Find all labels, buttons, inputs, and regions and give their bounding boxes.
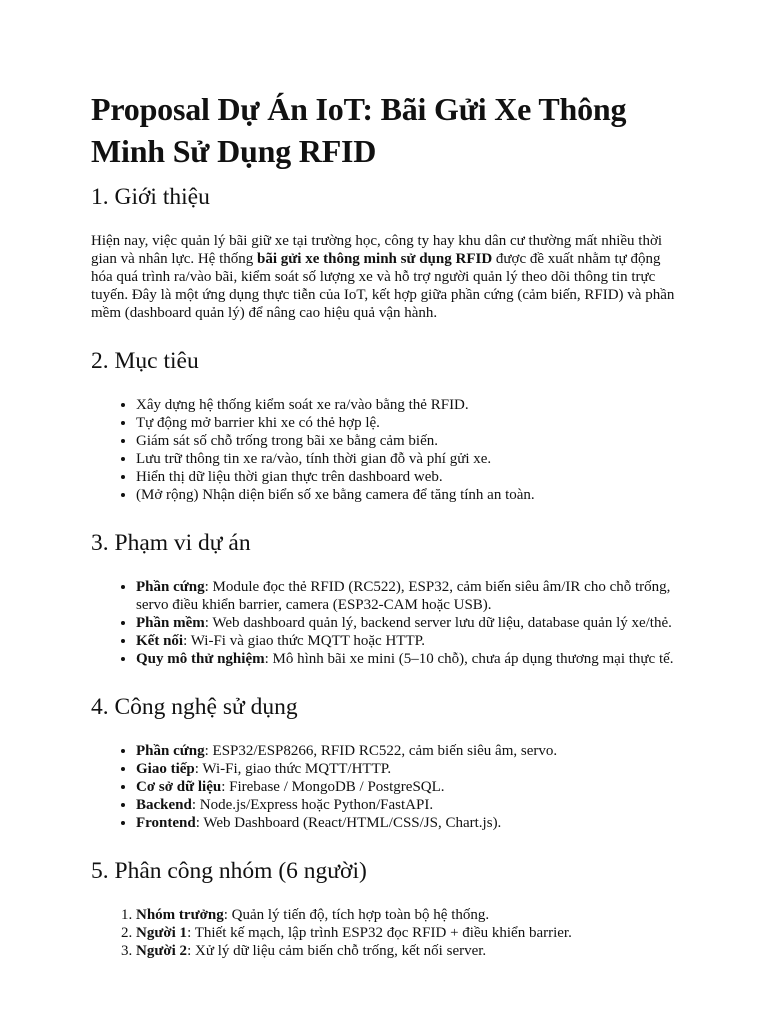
section-heading-scope: 3. Phạm vi dự án: [91, 530, 251, 556]
list-item-desc: : Web dashboard quản lý, backend server lưu dữ liệu, database quản lý xe/thẻ.: [204, 615, 672, 631]
list-item-term: Giao tiếp: [136, 761, 195, 777]
list-item: [136, 778, 680, 796]
intro-text-after: được đề xuất nhằm tự động hóa quá trình ra/vào bãi, kiểm soát số lượng xe và hỗ trợ người quản lý theo dõi thông tin trực tuyến. Đây là một ứng dụng thực tiễn của IoT, kết hợp giữa phần cứng (cảm biến, RFID) và phần mềm (dashboard quản lý) để nâng cao hiệu quả vận hành.: [91, 251, 675, 321]
section-heading-intro: 1. Giới thiệu: [91, 184, 210, 210]
list-item-desc: : ESP32/ESP8266, RFID RC522, cảm biến siêu âm, servo.: [204, 743, 558, 759]
document-title: Proposal Dự Án IoT: Bãi Gửi Xe Thông Minh Sử Dụng RFID: [91, 91, 627, 169]
list-item-term: Frontend: [136, 815, 196, 831]
list-item: [136, 760, 680, 778]
list-item-desc: : Module đọc thẻ RFID (RC522), ESP32, cảm biến siêu âm/IR cho chỗ trống, servo điều khiển barrier, camera (ESP32-CAM hoặc USB).: [136, 579, 671, 613]
list-item: [136, 614, 680, 632]
list-item-term: Người 2: [136, 943, 188, 959]
list-item-desc: : Firebase / MongoDB / PostgreSQL.: [221, 779, 445, 795]
list-item: [136, 796, 680, 814]
goals-list: [91, 396, 680, 504]
list-item: [136, 814, 680, 832]
list-item: [136, 742, 680, 760]
intro-text-bold: bãi gửi xe thông minh sử dụng RFID: [257, 251, 493, 267]
list-item-term: Kết nối: [136, 633, 184, 649]
list-item-term: Người 1: [136, 925, 188, 941]
list-item: [136, 632, 680, 650]
list-item-desc: : Node.js/Express hoặc Python/FastAPI.: [191, 797, 434, 813]
list-item-term: Phần mềm: [136, 615, 205, 631]
list-item-term: Phần cứng: [136, 579, 205, 595]
list-item-desc: : Web Dashboard (React/HTML/CSS/JS, Chart.js).: [195, 815, 502, 831]
list-item-term: Nhóm trưởng: [136, 907, 224, 923]
intro-paragraph: [91, 232, 680, 322]
tech-list: [91, 742, 680, 832]
list-item: [136, 906, 680, 924]
list-item-desc: : Quản lý tiến độ, tích hợp toàn bộ hệ thống.: [223, 907, 490, 923]
list-item-term: Backend: [136, 797, 192, 813]
list-item: • Xây dựng hệ thống kiểm soát xe ra/vào bằng thẻ RFID.: [136, 396, 680, 414]
section-heading-team: 5. Phân công nhóm (6 người): [91, 858, 367, 884]
list-item-term: Phần cứng: [136, 743, 205, 759]
list-item: • Giám sát số chỗ trống trong bãi xe bằng cảm biến.: [136, 432, 680, 450]
list-item: [136, 942, 680, 960]
list-item-desc: : Wi-Fi, giao thức MQTT/HTTP.: [194, 761, 392, 777]
list-item: [136, 924, 680, 942]
team-list: [91, 906, 680, 960]
list-item-desc: : Thiết kế mạch, lập trình ESP32 đọc RFID + điều khiển barrier.: [187, 925, 572, 941]
list-item: [136, 650, 680, 668]
list-item: • Tự động mở barrier khi xe có thẻ hợp lệ.: [136, 414, 680, 432]
list-item-term: Quy mô thử nghiệm: [136, 651, 265, 667]
list-item: • (Mở rộng) Nhận diện biển số xe bằng camera để tăng tính an toàn.: [136, 486, 680, 504]
intro-text-before: Hiện nay, việc quản lý bãi giữ xe tại trường học, công ty hay khu dân cư thường mất nhiều thời gian và nhân lực. Hệ thống: [91, 233, 663, 267]
list-item-desc: : Xử lý dữ liệu cảm biến chỗ trống, kết nối server.: [187, 943, 487, 959]
scope-list: [91, 578, 680, 668]
list-item: [136, 578, 680, 614]
section-heading-goals: 2. Mục tiêu: [91, 348, 199, 374]
list-item-desc: : Wi-Fi và giao thức MQTT hoặc HTTP.: [183, 633, 426, 649]
list-item-term: Cơ sở dữ liệu: [136, 779, 222, 795]
list-item: • Lưu trữ thông tin xe ra/vào, tính thời gian đỗ và phí gửi xe.: [136, 450, 680, 468]
list-item: • Hiển thị dữ liệu thời gian thực trên dashboard web.: [136, 468, 680, 486]
list-item-desc: : Mô hình bãi xe mini (5–10 chỗ), chưa áp dụng thương mại thực tế.: [264, 651, 674, 667]
section-heading-tech: 4. Công nghệ sử dụng: [91, 694, 298, 720]
